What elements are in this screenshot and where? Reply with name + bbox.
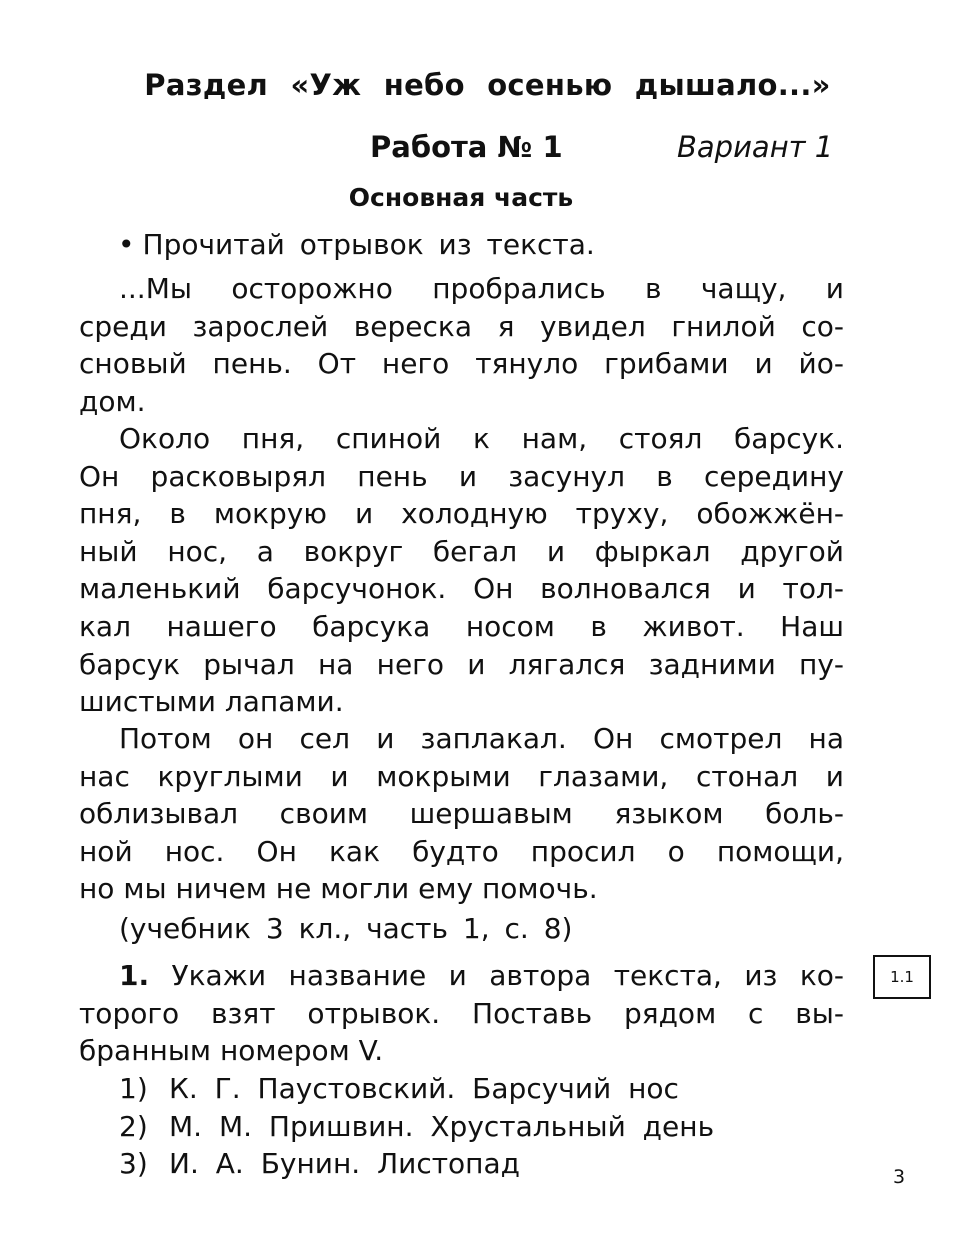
- answer-option-1[interactable]: [119, 1070, 714, 1108]
- bullet-icon: •: [118, 228, 135, 261]
- task-line: торого взят отрывок. Поставь рядом с вы-: [79, 996, 844, 1030]
- passage-line: облизывал своим шершавым языком боль-: [79, 797, 844, 831]
- passage-line: Потом он сел и заплакал. Он смотрел на: [119, 722, 844, 755]
- variant-label: Вариант 1: [677, 130, 834, 164]
- task-text: Укажи название и автора текста, из ко-: [171, 959, 844, 992]
- passage-paragraph-1: [79, 270, 844, 420]
- passage-paragraph-2: [79, 420, 844, 721]
- passage-line: кал нашего барсука носом в живот. Наш: [79, 609, 844, 643]
- answer-option-2[interactable]: [119, 1108, 714, 1146]
- option-text: К. Г. Паустовский. Барсучий нос: [169, 1072, 679, 1105]
- answer-options: [119, 1070, 714, 1183]
- passage-line: Он расковырял пень и засунул в середину: [79, 459, 844, 493]
- passage-line: маленький барсучонок. Он волновался и тол-: [79, 572, 844, 606]
- option-number: 3): [119, 1147, 148, 1181]
- passage-line: ной нос. Он как будто просил о помощи,: [79, 834, 844, 868]
- passage-line: но мы ничем не могли ему помочь.: [79, 872, 598, 906]
- instruction-text: Прочитай отрывок из текста.: [142, 228, 595, 261]
- passage-paragraph-3: [79, 720, 844, 908]
- source-citation: (учебник 3 кл., часть 1, с. 8): [119, 912, 573, 945]
- answer-option-3[interactable]: [119, 1145, 714, 1183]
- section-title: Раздел «Уж небо осенью дышало...»: [144, 68, 831, 102]
- task-line: бранным номером V.: [79, 1034, 384, 1068]
- subsection-title: Основная часть: [348, 183, 574, 212]
- page-number: 3: [893, 1166, 906, 1188]
- instruction: [118, 228, 595, 261]
- passage-line: дом.: [79, 384, 146, 418]
- passage-line: среди зарослей вереска я увидел гнилой со-: [79, 309, 844, 343]
- work-title: Работа № 1: [370, 130, 563, 164]
- option-number: 1): [119, 1072, 148, 1105]
- option-text: И. А. Бунин. Листопад: [169, 1147, 521, 1181]
- passage-line: сновый пень. От него тянуло грибами и йо-: [79, 347, 844, 381]
- passage-line: Около пня, спиной к нам, стоял барсук.: [119, 422, 844, 455]
- option-number: 2): [119, 1109, 148, 1143]
- option-text: М. М. Пришвин. Хрустальный день: [169, 1109, 715, 1143]
- score-box[interactable]: 1.1: [873, 955, 931, 999]
- passage-line: ный нос, а вокруг бегал и фыркал другой: [79, 534, 844, 568]
- passage-line: ...Мы осторожно пробрались в чащу, и: [119, 272, 844, 305]
- task-line: [79, 957, 844, 995]
- passage-line: шистыми лапами.: [79, 685, 344, 719]
- passage-line: пня, в мокрую и холодную труху, обожжён-: [79, 497, 844, 531]
- passage-line: нас круглыми и мокрыми глазами, стонал и: [79, 759, 844, 793]
- task-1: [79, 957, 844, 1070]
- task-number: 1.: [119, 959, 150, 992]
- passage-line: барсук рычал на него и лягался задними пу-: [79, 647, 844, 681]
